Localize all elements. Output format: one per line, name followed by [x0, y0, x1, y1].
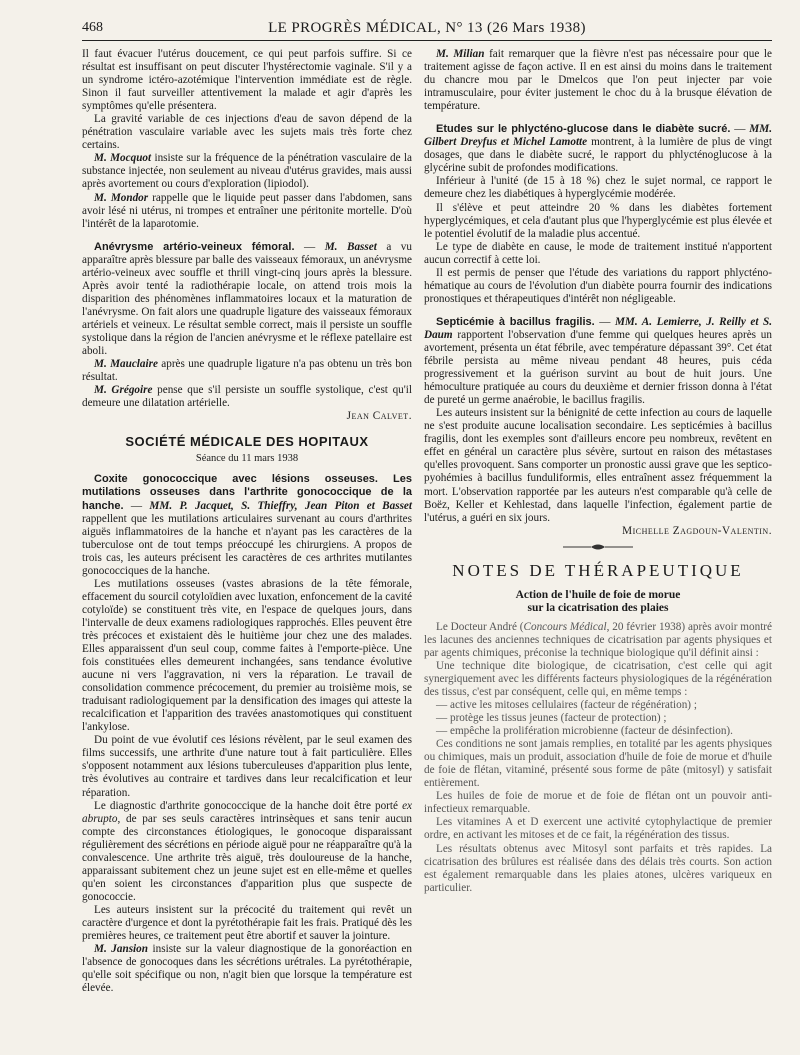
- paragraph: [82, 384, 412, 410]
- latin-phrase: ex abrupto: [82, 799, 412, 825]
- ornament-icon: [563, 542, 633, 552]
- paragraph: [82, 358, 412, 384]
- page-number: 468: [82, 20, 103, 35]
- paragraph-text: fait remarquer que la fièvre n'est pas nécessaire pour que le traitement agisse de façon active. Il en est ainsi du moins dans le traitement du chancre mou par le Dmelcos que l'on peut injecter par voie intramusculaire, pour éviter justement le choc du à la brusque élévation de température.: [424, 48, 772, 113]
- section-title: NOTES DE THÉRAPEUTIQUE: [452, 560, 744, 580]
- paragraph: Il est permis de penser que l'étude des variations du rapport phlycténo-hématique au cours de l'évolution d'un diabète pourra fournir des indications pronostiques et thérapeutiques d'intérêt non négligeable.: [424, 266, 772, 305]
- article-heading: Septicémie à bacillus fragilis.: [436, 315, 595, 328]
- author-name: MM. A. Lemierre, J. Reilly et S. Daum: [424, 315, 773, 341]
- paragraph: [82, 241, 412, 358]
- session-date: Séance du 11 mars 1938: [195, 453, 299, 465]
- list-item: — protège les tissus jeunes (facteur de protection) ;: [436, 712, 667, 725]
- paragraph: Les mutilations osseuses (vastes abrasions de la tête fémorale, effacement du sourcil cotyloïdien avec luxation, enfoncement de la cavité cotyloïde) se constituent très vite, en l'espace de quelques jours, dans l'intervalle de deux examens radiologiques rapprochés. Elles peuvent être très précoces et existaient dès le huitième jour chez une des malades. Elles apparaissent d'un seul coup, comme faites à l'emporte-pièce. Une fois constituées elles demeurent inchangées, sans tendance évolutive aucune ni vers l'aggravation, ni vers la réparation. Le travail de consolidation commence précocement, du premier au troisième mois, se traduisant radiologiquement par la densification des images qui atteste la recalcification et l'apparition des travées anastomotiques qui constituent l'ankylose.: [82, 577, 412, 734]
- author-name: M. Jansion: [94, 943, 148, 956]
- paragraph: [82, 943, 412, 995]
- paragraph: [82, 473, 412, 577]
- paragraph: Ces conditions ne sont jamais remplies, en totalité par les agents physiques ou chimiques, mais un produit, association d'huile de foie de morue et d'huile de foie de flétan, vitaminé, présenté sous forme de pâte (mitosyl) y satisfait entièrement.: [424, 738, 772, 790]
- author-name: M. Mocquot: [94, 152, 152, 165]
- author-name: M. Grégoire: [94, 384, 153, 397]
- journal-reference: Concours Médical: [523, 620, 607, 633]
- dash: —: [594, 315, 615, 328]
- paragraph: Inférieur à l'unité (de 15 à 18 %) chez le sujet normal, ce rapport le demeure chez les diabétiques à hyperglycémie modérée.: [424, 175, 772, 201]
- paragraph: La gravité variable de ces injections d'eau de savon dépend de la pénétration vasculaire variable avec les sujets mais très forte chez certains.: [82, 113, 412, 152]
- author-name: M. Mondor: [94, 191, 149, 204]
- list-item: — active les mitoses cellulaires (facteur de régénération) ;: [436, 699, 697, 712]
- paragraph-text: rappellent que les mutilations articulaires survenant au cours d'arthrites aiguës inflammatoires de la hanche et n'ayant pas les caractères de la tuberculose ont de tout temps préoccupé les chirurgiens. A propos de trois cas, les auteurs précisent les caractères de ces arthrites mutilantes gonococciques de la hanche.: [82, 512, 412, 577]
- paragraph-text: a vu apparaître après blessure par balle des vaisseaux fémoraux, un anévrysme artério-veineux avec souffle et thrill vingt-cinq jours après la blessure. Après avoir tenté la radiothérapie locale, on attend trois mois la disparition des phénomènes inflammatoires locaux et la maturation de l'anévrysme. On fait alors une quadruple ligature des vaisseaux fémoraux artériels et veineux. Le résultat semble correct, mais il persiste un souffle systolique dans la région de l'ancien anévrysme et le réflexe patellaire est aboli.: [82, 240, 412, 358]
- journal-title: LE PROGRÈS MÉDICAL, N° 13 (26 Mars 1938): [268, 20, 586, 36]
- section-title: SOCIÉTÉ MÉDICALE DES HOPITAUX: [125, 434, 369, 450]
- author-name: M. Milian: [436, 48, 485, 60]
- article-title: [424, 589, 772, 615]
- running-header: [82, 20, 772, 40]
- paragraph: [424, 48, 772, 113]
- paragraph-text: , 20 février 1938) après avoir montré les lacunes des anciennes techniques de cicatrisation par agents physiques et par agents chimiques, préconise la technique biologique qu'il définit ainsi :: [424, 620, 772, 659]
- right-column: [424, 48, 772, 895]
- paragraph: Une technique dite biologique, de cicatrisation, c'est celle qui agit synergiquement avec les différents facteurs physiologiques de la régénération des tissus, c'est par conséquent, celle qui, en même temps :: [424, 659, 772, 698]
- paragraph-text: Le Docteur André (: [436, 620, 524, 633]
- signature: Michelle Zagdoun-Valentin.: [622, 524, 772, 537]
- paragraph: [82, 152, 412, 191]
- paragraph-text: rappelle que le liquide peut passer dans l'abdomen, sans avoir lésé ni utérus, ni trompes et entraîner une péritonite mortelle. D'où l'intérêt de la laparotomie.: [82, 191, 412, 230]
- dash: —: [294, 240, 325, 253]
- paragraph: Du point de vue évolutif ces lésions révèlent, par le seul examen des films successifs, une arthrite d'une nature tout à fait particulière. Elles s'opposent notamment aux lésions tuberculeuses d'apparition plus lente, très évolutives au contraire et tardives dans leur recalcification et leur réparation.: [82, 734, 412, 799]
- paragraph: Il s'élève et peut atteindre 20 % dans les diabètes fortement hyperglycémiques, et cela d'autant plus que l'hyperglycémie est plus élevée et le potentiel évolutif de la maladie plus accentué.: [424, 201, 772, 240]
- paragraph-text: insiste sur la valeur diagnostique de la gonoréaction en l'absence de gonocoques dans les sécrétions urétrales. La pyrétothérapie, qu'elle soit spécifique ou non, n'agit bien que lorsque la température est élevée.: [82, 943, 412, 995]
- paragraph: Les auteurs insistent sur la précocité du traitement qui revêt un caractère d'urgence et dont la pyrétothérapie fait les frais. Pratiqué dès les premières heures, ce traitement peut être abortif et sauver la jointure.: [82, 903, 412, 943]
- left-column: [82, 48, 412, 995]
- paragraph: [424, 316, 772, 407]
- paragraph: [424, 621, 772, 660]
- paragraph-text: montrent, à la lumière de plus de vingt dosages, que dans le diabète sucré, le rapport du phlycténoglucose à la glycérine subit de profondes modifications.: [424, 136, 773, 175]
- dash: —: [730, 123, 750, 136]
- paragraph: Le type de diabète en cause, le mode de traitement institué n'apportent aucun correctif à cette loi.: [424, 240, 772, 266]
- article-heading: Etudes sur le phlycténo-glucose dans le diabète sucré.: [436, 123, 731, 136]
- article-title-line: Action de l'huile de foie de morue: [515, 588, 681, 601]
- paragraph-text: , de par ses seuls caractères intrinsèques et sans tenir aucun compte des circonstances étiologiques, le gonocoque disparaissant régulièrement des sécrétions en période aiguë pour ne réapparaître qu'à la convalescence. Une arthrite très aiguë, très douloureuse de la hanche, apparaissant subitement chez un jeune sujet est en elle-même et quelles qu'en soient les circonstances d'apparition plus que suspecte de gonococcie.: [82, 812, 412, 903]
- paragraph-text: insiste sur la fréquence de la pénétration vasculaire de la substance injectée, non seulement au niveau d'utérus gravides, mais aussi après avortement ou cours d'exploration (lipiodol).: [82, 152, 412, 191]
- article-heading: Coxite gonococcique avec lésions osseuses. Les mutilations osseuses dans l'arthrite gonococcique de la hanche.: [82, 473, 412, 512]
- notes-body: [424, 621, 772, 895]
- paragraph: Les huiles de foie de morue et de foie de flétan ont un pouvoir anti-infectieux remarquable.: [424, 790, 772, 816]
- dash: —: [123, 499, 150, 512]
- paragraph: [82, 800, 412, 904]
- paragraph: Les vitamines A et D exercent une activité cytophylactique de premier ordre, en activant les mitoses et de ce fait, la régénération des tissus.: [424, 816, 772, 842]
- ornament-divider: [424, 542, 772, 552]
- author-name: MM. Gilbert Dreyfus et Michel Lamotte: [424, 123, 772, 149]
- paragraph-text: rapportent l'observation d'une femme qui quelques heures après un avortement, présenta un état fébrile, avec température dépassant 39°. Cet état fébrile persista au même niveau pendant 48 heures, puis céda progressivement et la guérison survint au bout de huit jours. Une hémoculture pratiquée au cours du deuxième et dernier frisson donna à l'état de pureté un germe anaérobie, le bacillus fragilis.: [424, 328, 772, 407]
- author-name: MM. P. Jacquet, S. Thieffry, Jean Piton et Basset: [149, 499, 413, 512]
- author-name: M. Mauclaire: [94, 358, 158, 371]
- paragraph: Les résultats obtenus avec Mitosyl sont parfaits et très rapides. La cicatrisation des brûlures est réalisée dans des délais très courts. Son action est également remarquable dans les plaies atones, ulcères variqueux en particulier.: [424, 842, 772, 894]
- signature: Jean Calvet.: [346, 410, 412, 423]
- article-title-line: sur la cicatrisation des plaies: [527, 601, 669, 614]
- paragraph-text: Le diagnostic d'arthrite gonococcique de la hanche doit être porté: [94, 799, 403, 812]
- paragraph: Les auteurs insistent sur la bénignité de cette infection au cours de laquelle ne s'est produite aucune localisation secondaire. Les septicémies à bacillus fragilis, dont les exemples sont d'ailleurs encore peu nombreux, revêtent en effet en général un caractère plus sévère, surtout en raison des métastases qu'elles provoquent. Sans comporter un pronostic aussi grave que les septico-pyohémies à bacillus funduliformis, elles entraînent assez fréquemment la mort. L'observation rapportée par les auteurs n'est comparable qu'à celle de Boëz, Keller et Kehlestad, dans laquelle l'infection, également partie de l'utérus, a guéri en six jours.: [424, 407, 772, 524]
- header-rule: [82, 40, 772, 41]
- article-heading: Anévrysme artério-veineux fémoral.: [94, 240, 295, 253]
- list-item: — empêche la prolifération microbienne (facteur de désinfection).: [436, 725, 733, 738]
- paragraph-text: après une quadruple ligature n'a pas obtenu un très bon résultat.: [82, 358, 412, 384]
- paragraph: Il faut évacuer l'utérus doucement, ce qui peut parfois suffire. Si ce résultat est insuffisant on peut discuter l'hystérectomie vaginale. S'il y a un syndrome ictéro-azotémique l'intervention immédiate est de règle. Sinon il faut surveiller attentivement la malade et agir d'après les symptômes qu'elle présentera.: [82, 48, 412, 113]
- paragraph: [82, 192, 412, 231]
- author-name: M. Basset: [324, 240, 377, 253]
- paragraph: [424, 123, 772, 175]
- paragraph-text: pense que s'il persiste un souffle systolique, c'est qu'il demeure une dilatation artérielle.: [82, 384, 413, 410]
